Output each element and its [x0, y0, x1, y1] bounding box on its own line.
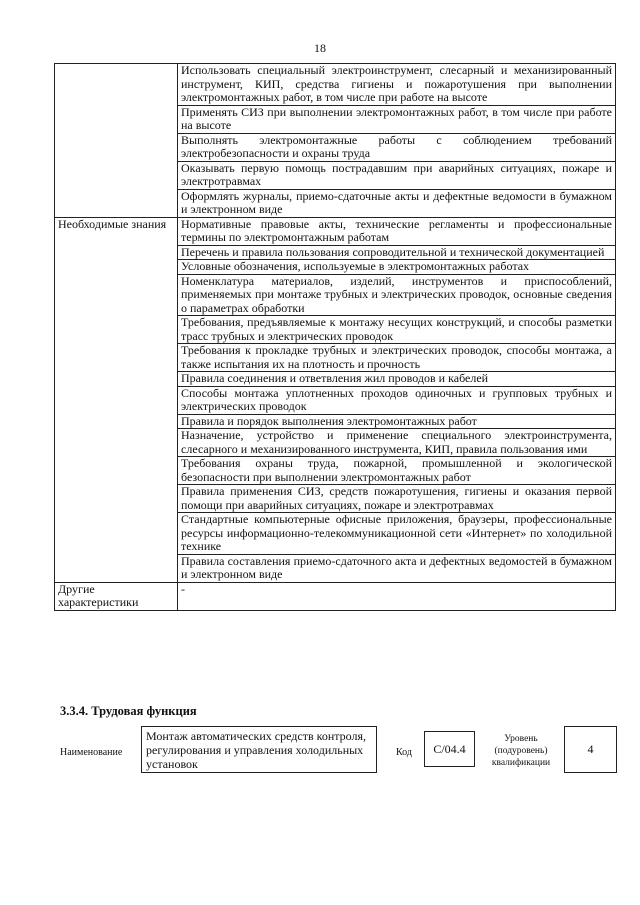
table-cell-item: Правила составления приемо-сдаточного акта и дефектных ведомостей в бумажном и электронном виде: [178, 554, 616, 582]
row-group-label: [55, 64, 178, 218]
table-cell-item: Правила применения СИЗ, средств пожаротушения, гигиены и оказания первой помощи при аварийных ситуациях, пожаре и электротравмах: [178, 485, 616, 513]
table-row: [55, 217, 616, 245]
row-group-label: Другие характеристики: [55, 582, 178, 610]
function-name: Монтаж автоматических средств контроля, регулирования и управления холодильных установок: [141, 726, 377, 773]
qualification-level-value: 4: [564, 726, 617, 773]
table-cell-item: Требования, предъявляемые к монтажу несущих конструкций, и способы разметки трасс трубных и электрических проводок: [178, 316, 616, 344]
table-cell-item: Выполнять электромонтажные работы с соблюдением требований электробезопасности и охраны труда: [178, 133, 616, 161]
requirements-table: [54, 63, 616, 611]
name-label: Наименование: [60, 747, 123, 758]
table-cell-item: Правила соединения и ответвления жил проводов и кабелей: [178, 372, 616, 387]
table-cell-item: Применять СИЗ при выполнении электромонтажных работ, в том числе при работе на высоте: [178, 105, 616, 133]
table-cell-item: Использовать специальный электроинструмент, слесарный и механизированный инструмент, КИП, средства гигиены и пожаротушения при выполнении электромонтажных работ, в том числе при работе на высоте: [178, 64, 616, 106]
table-cell-item: Правила и порядок выполнения электромонтажных работ: [178, 414, 616, 429]
section-heading: 3.3.4. Трудовая функция: [60, 704, 197, 718]
table-cell-item: Оказывать первую помощь пострадавшим при аварийных ситуациях, пожаре и электротравмах: [178, 161, 616, 189]
row-group-label: Необходимые знания: [55, 217, 178, 582]
table-cell-item: Назначение, устройство и применение специального электроинструмента, слесарного и механизированного инструмента, КИП, правила пользования ими: [178, 429, 616, 457]
table-row: [55, 582, 616, 610]
table-row: [55, 64, 616, 106]
table-cell-item: Нормативные правовые акты, технические регламенты и профессиональные термины по электромонтажным работам: [178, 217, 616, 245]
code-label: Код: [396, 747, 412, 758]
table-cell-item: Оформлять журналы, приемо-сдаточные акты и дефектные ведомости в бумажном и электронном виде: [178, 189, 616, 217]
qualification-level-label: Уровень (подуровень) квалификации: [491, 734, 551, 768]
table-cell-item: Требования охраны труда, пожарной, промышленной и экологической безопасности при выполнении электромонтажных работ: [178, 457, 616, 485]
table-cell-item: Условные обозначения, используемые в электромонтажных работах: [178, 260, 616, 275]
page-number: 18: [314, 41, 326, 55]
table-cell-item: Номенклатура материалов, изделий, инструментов и приспособлений, применяемых при монтаже трубных и электрических проводок, основные сведения о параметрах обработки: [178, 274, 616, 316]
function-code: C/04.4: [424, 731, 475, 767]
table-cell-item: Стандартные компьютерные офисные приложения, браузеры, профессиональные ресурсы информационно-телекоммуникационной сети «Интернет» по холодильной технике: [178, 513, 616, 555]
table-cell-item: -: [178, 582, 616, 610]
table-cell-item: Требования к прокладке трубных и электрических проводок, способы монтажа, а также испытания их на плотность и прочность: [178, 344, 616, 372]
table-cell-item: Перечень и правила пользования сопроводительной и технической документацией: [178, 245, 616, 260]
table-cell-item: Способы монтажа уплотненных проходов одиночных и групповых трубных и электрических проводок: [178, 386, 616, 414]
